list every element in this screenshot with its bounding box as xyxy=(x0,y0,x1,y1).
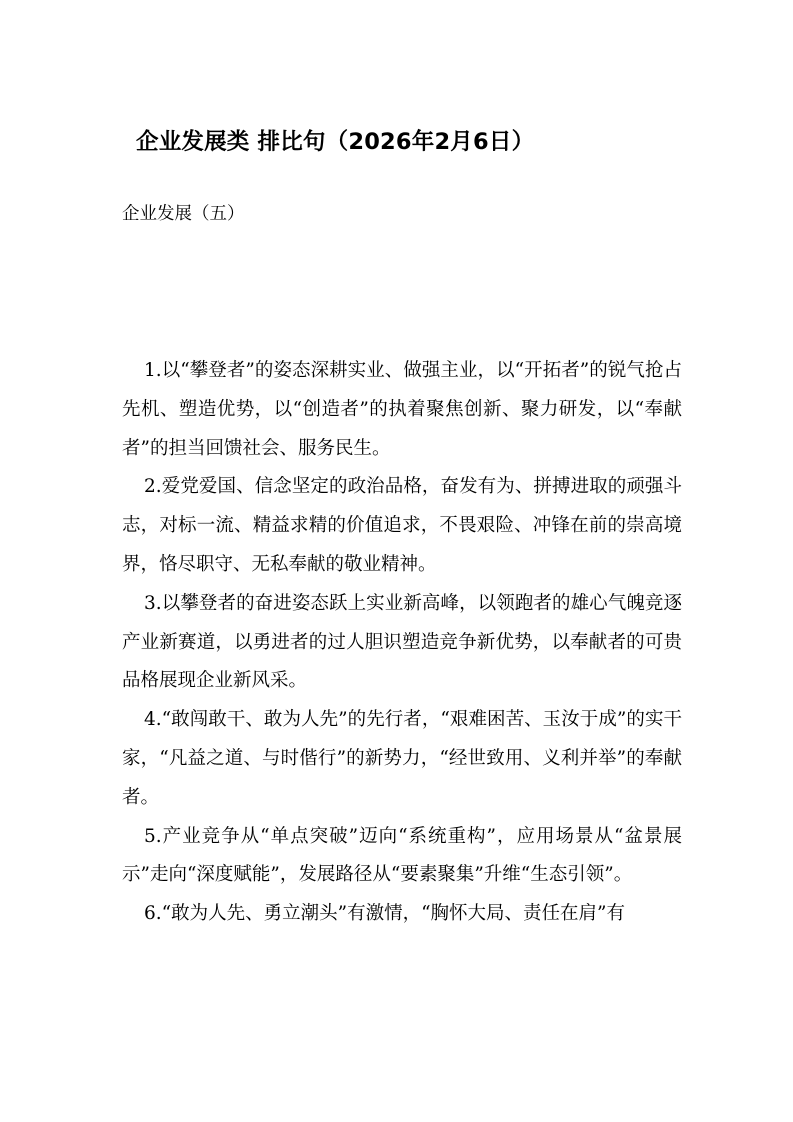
paragraph-2: 2.爱党爱国、信念坚定的政治品格，奋发有为、拼搏进取的顽强斗志，对标一流、精益求精的价值追求，不畏艰险、冲锋在前的崇高境界，恪尽职守、无私奉献的敬业精神。 xyxy=(122,476,682,575)
paragraph-6: 6.“敢为人先、勇立潮头”有激情，“胸怀大局、责任在肩”有 xyxy=(144,903,625,925)
document-title: 企业发展类 排比句（2026年2月6日） xyxy=(136,129,535,155)
paragraph-3: 3.以攀登者的奋进姿态跃上实业新高峰，以领跑者的雄心气魄竞逐产业新赛道，以勇进者的过人胆识塑造竞争新优势，以奉献者的可贵品格展现企业新风采。 xyxy=(122,592,682,692)
document-subtitle: 企业发展（五） xyxy=(122,204,245,224)
paragraph-4: 4.“敢闯敢干、敢为人先”的先行者，“艰难困苦、玉汝于成”的实干家，“凡益之道、与时偕行”的新势力，“经世致用、义利并举”的奉献者。 xyxy=(122,709,682,808)
document-body xyxy=(122,352,682,934)
paragraph-5: 5.产业竞争从“单点突破”迈向“系统重构”，应用场景从“盆景展示”走向“深度赋能”，发展路径从“要素聚集”升维“生态引领”。 xyxy=(122,825,682,886)
paragraph-1: 1.以“攀登者”的姿态深耕实业、做强主业，以“开拓者”的锐气抢占先机、塑造优势，以“创造者”的执着聚焦创新、聚力研发，以“奉献者”的担当回馈社会、服务民生。 xyxy=(122,360,682,459)
